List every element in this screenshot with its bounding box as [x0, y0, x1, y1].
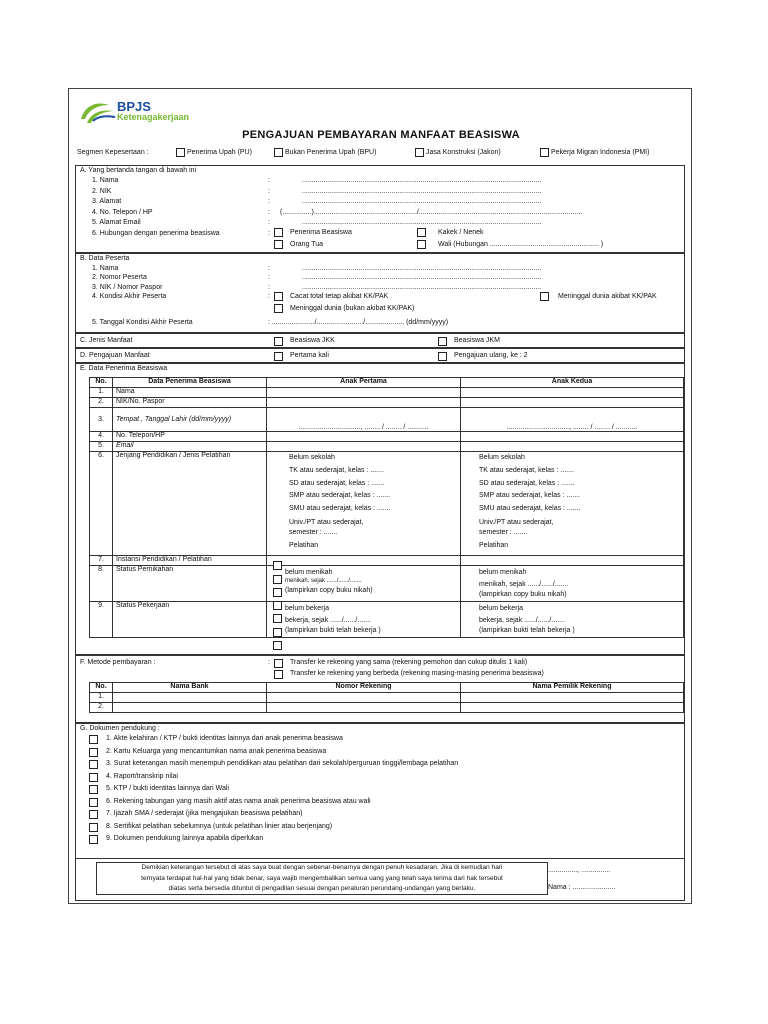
pemilik-1-input[interactable]	[461, 693, 684, 703]
logo-brand: BPJS	[117, 99, 151, 114]
nama-1-input[interactable]	[267, 388, 461, 398]
manfaat-opt-jkk: Beasiswa JKK	[290, 337, 335, 344]
rel-checkbox-kakek[interactable]	[417, 228, 426, 237]
table-row: 3. Tempat , Tanggal Lahir (dd/mm/yyyy) ................................, ........ / ........ / ........... ................................, ........ / ........ / ...........	[90, 408, 684, 432]
rek-2-input[interactable]	[267, 703, 461, 713]
divider	[76, 858, 684, 859]
jenjang-1-cell[interactable]: Belum sekolah TK atau sederajat, kelas : ....... SD atau sederajat, kelas : ....... SMP atau sederajat, kelas : ....... SMU atau sederajat, kelas : ....... Univ./PT atau sederajat, semester : ....... Pelatihan	[267, 452, 461, 556]
pengajuan-opt-pertama: Pertama kali	[290, 352, 329, 359]
logo-sub: Ketenagakerjaan	[117, 112, 190, 122]
metode-opt-beda: Transfer ke rekening yang berbeda (rekening masing-masing penerima beasiswa)	[290, 670, 544, 677]
table-row: 1. Nama	[90, 388, 684, 398]
section-b-date-label: 5. Tanggal Kondisi Akhir Peserta	[92, 319, 193, 326]
table-row: 4. No. Telepon/HP	[90, 432, 684, 442]
penerima-table	[89, 377, 684, 638]
manfaat-checkbox-jkm[interactable]	[438, 337, 447, 346]
kerja-2-cell[interactable]: belum bekerja bekerja, sejak ....../....../....... (lampirkan bukti telah bekerja )	[461, 602, 684, 638]
rel-checkbox-orangtua[interactable]	[274, 240, 283, 249]
email-2-input[interactable]	[461, 442, 684, 452]
section-a-head: A. Yang bertanda tangan di bawah ini	[80, 167, 197, 174]
segmen-checkbox-pu[interactable]	[176, 148, 185, 157]
section-a-lines[interactable]: ........................................................................................................................... ........................................................................................................................... ........................................................................................................................... (...............)...................................................../.................................................................................... ...........................................................................................................................	[280, 177, 583, 227]
section-f-head: F. Metode pembayaran :	[80, 659, 156, 666]
dokumen-checkbox[interactable]	[89, 735, 98, 744]
table-row: 7. Instansi Pendidikan / Pelatihan	[90, 556, 684, 566]
jenjang-1-checkbox[interactable]	[273, 601, 282, 610]
dokumen-checkbox[interactable]	[89, 773, 98, 782]
section-f	[75, 655, 685, 723]
pengajuan-checkbox-ulang[interactable]	[438, 352, 447, 361]
col-anak-pertama: Anak Pertama	[267, 378, 461, 388]
section-d-head: D. Pengajuan Manfaat	[80, 352, 150, 359]
kondisi-checkbox-meninggal[interactable]	[274, 304, 283, 313]
kondisi-opt-cacat: Cacat total tetap akibat KK/PAK	[290, 293, 389, 300]
pengajuan-opt-ulang: Pengajuan ulang, ke : 2	[454, 352, 528, 359]
segmen-label: Segmen Kepesertaan :	[77, 149, 149, 156]
rek-col-bank: Nama Bank	[113, 683, 267, 693]
section-g: G. Dokumen pendukung : 1. Akte kelahiran / KTP / bukti identitas lainnya dari anak penerima beasiswa 2. Kartu Keluarga yang mencantumkan nama anak penerima beasiswa 3. Surat keterangan masih menempuh pendidikan atau pelatihan dari sekolah/perguruan tinggi/lembaga pelatihan 4. Raport/transkrip nilai 5. KTP / bukti identitas lainnya dari Wali 6. Rekening tabungan yang masih aktif atas nama anak penerima beasiswa atau wali 7. Ijazah SMA / sederajat (jika mengajukan beasiswa pelatihan) 8. Sertifikat pelatihan sebelumnya (untuk pelatihan linier atau berjenjang) 9. Dokumen pendukung lainnya apabila diperlukan Demikian keterangan tersebut di atas saya buat dengan sebenar-benarnya dengan penuh kesadaran. Jika di kemudian hari ternyata terdapat hal-hal yang tidak benar, saya wajib mengembalikan semua uang yang telah saya terima dari hak tersebut diatas serta bersedia dituntut di pengadilan sesuai dengan peraturan perundang-undangan yang berlaku. ..............., ............... Nama : ......................	[75, 723, 685, 901]
col-anak-kedua: Anak Kedua	[461, 378, 684, 388]
statement-box: Demikian keterangan tersebut di atas saya buat dengan sebenar-benarnya dengan penuh kesadaran. Jika di kemudian hari ternyata terdapat hal-hal yang tidak benar, saya wajib mengembalikan semua uang yang telah saya terima dari hak tersebut diatas serta bersedia dituntut di pengadilan sesuai dengan peraturan perundang-undangan yang berlaku.	[96, 862, 548, 895]
dokumen-checkbox[interactable]	[89, 798, 98, 807]
section-c	[75, 333, 685, 348]
table-row: 2. NIK/No. Paspor	[90, 398, 684, 408]
col-no: No.	[90, 378, 113, 388]
segmen-checkbox-bpu[interactable]	[274, 148, 283, 157]
manfaat-opt-jkm: Beasiswa JKM	[454, 337, 500, 344]
signature-name-input[interactable]: Nama : ......................	[548, 884, 616, 891]
jenjang-1-checkbox[interactable]	[273, 561, 282, 570]
dokumen-checkbox[interactable]	[89, 823, 98, 832]
rek-1-input[interactable]	[267, 693, 461, 703]
rek-col-pemilik: Nama Pemilik Rekening	[461, 683, 684, 693]
rekening-table	[89, 682, 684, 713]
nik-2-input[interactable]	[461, 398, 684, 408]
telp-2-input[interactable]	[461, 432, 684, 442]
section-b-labels: 1. Nama 2. Nomor Peserta 3. NIK / Nomor Paspor 4. Kondisi Akhir Peserta	[92, 265, 167, 301]
segmen-checkbox-jakon[interactable]	[415, 148, 424, 157]
kondisi-opt-meninggal-kk: Meninggal dunia akibat KK/PAK	[558, 293, 657, 300]
nikah-1-cell[interactable]: belum menikah menikah, sejak ....../....../....... (lampirkan copy buku nikah)	[267, 566, 461, 602]
segmen-opt-bpu: Bukan Penerima Upah (BPU)	[285, 149, 377, 156]
rel-opt-orangtua: Orang Tua	[290, 241, 324, 248]
dokumen-checkbox[interactable]	[89, 785, 98, 794]
instansi-1-input[interactable]	[267, 556, 461, 566]
rel-opt-penerima: Penerima Beasiswa	[290, 229, 352, 236]
kondisi-opt-meninggal: Meninggal dunia (bukan akibat KK/PAK)	[290, 305, 415, 312]
table-row: 8. Status Pernikahan belum menikah menikah, sejak ....../....../....... (lampirkan copy buku nikah) belum menikah menikah, sejak ....../....../....... (lampirkan copy buku nikah)	[90, 566, 684, 602]
segmen-checkbox-pmi[interactable]	[540, 148, 549, 157]
dokumen-checkbox[interactable]	[89, 748, 98, 757]
rel-opt-wali: Wali (Hubungan ........................................................ )	[438, 241, 604, 248]
section-a-labels: 1. Nama 2. NIK 3. Alamat 4. No. Telepon / HP 5. Alamat Email 6. Hubungan dengan penerima beasiswa	[92, 177, 220, 237]
place-date-input[interactable]: ..............., ...............	[548, 867, 611, 874]
nama-2-input[interactable]	[461, 388, 684, 398]
section-a-colons: : : : : : :	[268, 177, 270, 237]
section-b	[75, 253, 685, 333]
section-b-lines[interactable]: ........................................................................................................................... ........................................................................................................................... ...........................................................................................................................	[302, 265, 542, 291]
jenjang-1-checkbox[interactable]	[273, 575, 282, 584]
metode-opt-sama: Transfer ke rekening yang sama (rekening pemohon dan cukup ditulis 1 kali)	[290, 659, 528, 666]
table-row: 6. Jenjang Pendidikan / Jenis Pelatihan Belum sekolah TK atau sederajat, kelas : ....... SD atau sederajat, kelas : ....... SMP atau sederajat, kelas : ....... SMU atau sederajat, kelas : ....... Univ./PT atau sederajat, semester : ....... Pelatihan Belum sekolah TK atau sederajat, kelas : ....... SD atau sederajat, kelas : ....... SMP atau sederajat, kelas : ....... SMU atau sederajat, kelas : ....... Univ./PT atau sederajat, semester : ....... Pelatihan	[90, 452, 684, 556]
manfaat-checkbox-jkk[interactable]	[274, 337, 283, 346]
metode-checkbox-sama[interactable]	[274, 659, 283, 668]
segmen-opt-pmi: Pekerja Migran Indonesia (PMI)	[551, 149, 650, 156]
telp-1-input[interactable]	[267, 432, 461, 442]
jenjang-1-checkbox[interactable]	[273, 628, 282, 637]
section-g-head: G. Dokumen pendukung :	[80, 725, 160, 732]
metode-checkbox-beda[interactable]	[274, 670, 283, 679]
nikah-2-cell[interactable]: belum menikah menikah, sejak ....../....../....... (lampirkan copy buku nikah)	[461, 566, 684, 602]
claim-form	[68, 88, 692, 904]
table-row: 2.	[90, 703, 684, 713]
rel-opt-kakek: Kakek / Nenek	[438, 229, 484, 236]
section-c-head: C. Jenis Manfaat	[80, 337, 133, 344]
section-a	[75, 165, 685, 253]
pengajuan-checkbox-pertama[interactable]	[274, 352, 283, 361]
kondisi-checkbox-meninggal-kk[interactable]	[540, 292, 549, 301]
bank-1-input[interactable]	[113, 693, 267, 703]
dokumen-checkbox[interactable]	[89, 835, 98, 844]
section-d	[75, 348, 685, 363]
jenjang-1-checkbox[interactable]	[273, 588, 282, 597]
kondisi-date-input[interactable]: : ....................../......................../.................... (dd/mm/yyyy)	[268, 319, 449, 326]
segmen-opt-pu: Penerima Upah (PU)	[187, 149, 252, 156]
rek-col-no: No.	[90, 683, 113, 693]
dokumen-checkbox[interactable]	[89, 760, 98, 769]
ttl-1-input[interactable]: ................................, ........ / ........ / ...........	[267, 408, 461, 432]
kerja-1-cell[interactable]: belum bekerja bekerja, sejak ....../....../....... (lampirkan bukti telah bekerja )	[267, 602, 461, 638]
segmen-opt-jakon: Jasa Konstruksi (Jakon)	[426, 149, 501, 156]
pemilik-2-input[interactable]	[461, 703, 684, 713]
jenjang-2-cell[interactable]: Belum sekolah TK atau sederajat, kelas : ....... SD atau sederajat, kelas : ....... SMP atau sederajat, kelas : ....... SMU atau sederajat, kelas : ....... Univ./PT atau sederajat, semester : ....... Pelatihan	[461, 452, 684, 556]
kondisi-checkbox-cacat[interactable]	[274, 292, 283, 301]
section-b-head: B. Data Peserta	[80, 255, 130, 262]
rek-col-nomor: Nomor Rekening	[267, 683, 461, 693]
section-f-colon: :	[268, 659, 270, 666]
section-e-head: E. Data Penerima Beasiswa	[80, 365, 168, 372]
table-row: 1.	[90, 693, 684, 703]
section-b-colons: : : : :	[268, 265, 270, 301]
rel-checkbox-penerima[interactable]	[274, 228, 283, 237]
email-1-input[interactable]	[267, 442, 461, 452]
ttl-2-input[interactable]: ................................, ........ / ........ / ...........	[461, 408, 684, 432]
dokumen-checkbox[interactable]	[89, 810, 98, 819]
col-data: Data Penerima Beasiswa	[113, 378, 267, 388]
instansi-2-input[interactable]	[461, 556, 684, 566]
bank-2-input[interactable]	[113, 703, 267, 713]
table-row: 5. Email	[90, 442, 684, 452]
table-row: 9. Status Pekerjaan belum bekerja bekerja, sejak ....../....../....... (lampirkan bukti telah bekerja ) belum bekerja bekerja, sejak ....../....../....... (lampirkan bukti telah bekerja )	[90, 602, 684, 638]
nik-1-input[interactable]	[267, 398, 461, 408]
rel-checkbox-wali[interactable]	[417, 240, 426, 249]
form-title: PENGAJUAN PEMBAYARAN MANFAAT BEASISWA	[242, 129, 520, 141]
jenjang-1-checkbox[interactable]	[273, 614, 282, 623]
jenjang-1-checkbox[interactable]	[273, 641, 282, 650]
section-e	[75, 363, 685, 655]
bpjs-logo-icon	[79, 99, 119, 125]
